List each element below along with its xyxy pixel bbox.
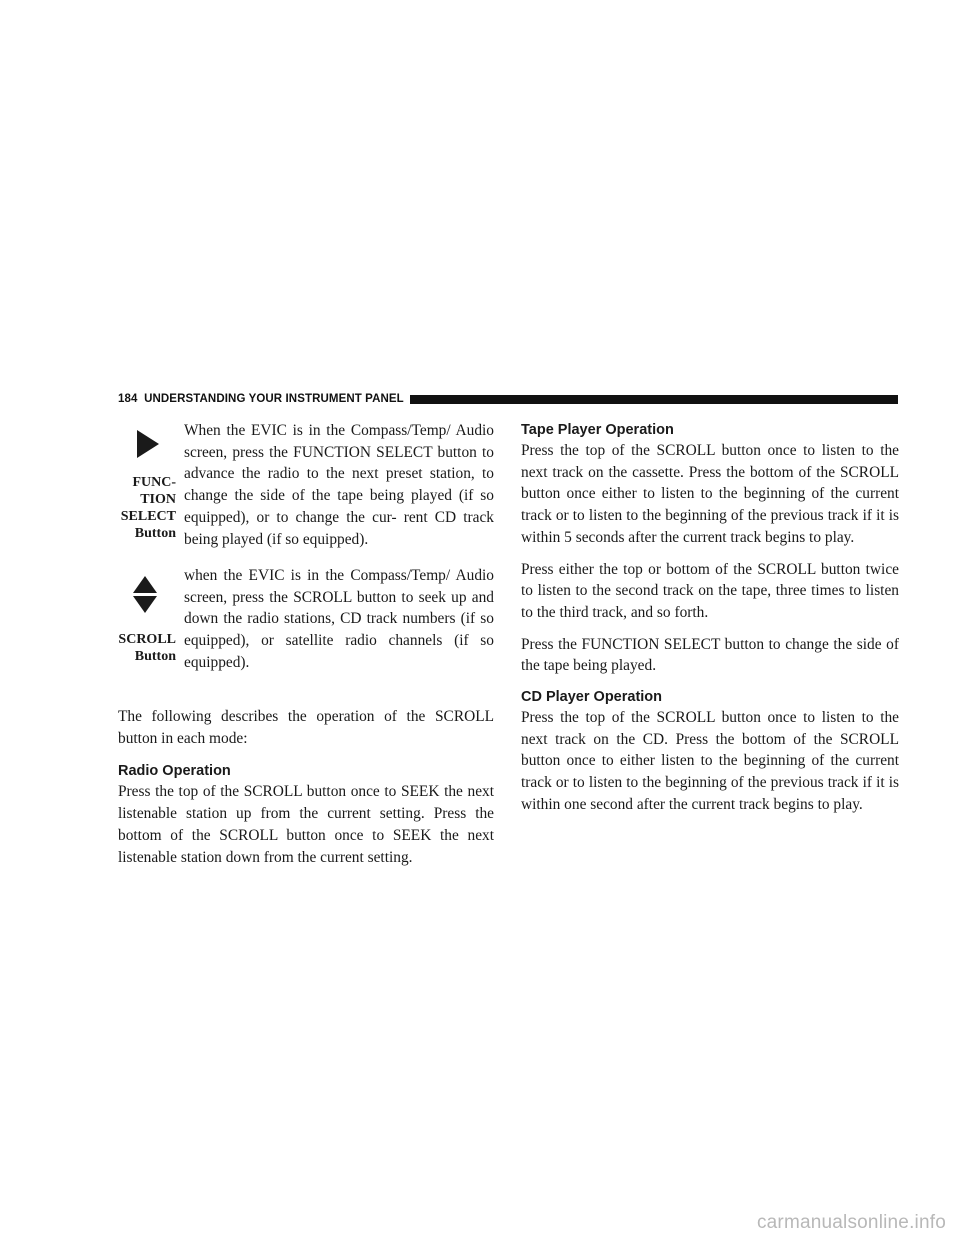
label-line: SELECT <box>120 509 176 524</box>
scroll-block <box>118 565 494 700</box>
page-header <box>118 392 898 406</box>
tape-paragraph: Press either the top or bottom of the SCROLL button twice to listen to the second track on the tape, three times to listen to the third track, and so forth. <box>521 560 899 621</box>
function-select-description: When the EVIC is in the Compass/Temp/ Audio screen, press the FUNCTION SELECT button to advance the radio to the next preset station, to change the side of the tape being played (if so equipped), or to change the cur- rent CD track being played (if so equipped). <box>184 422 494 548</box>
section-title: UNDERSTANDING YOUR INSTRUMENT PANEL <box>144 393 404 405</box>
label-line: TION <box>140 492 176 507</box>
tape-heading: Tape Player Operation <box>521 422 674 438</box>
function-select-label <box>118 474 176 542</box>
radio-paragraph: Press the top of the SCROLL button once to SEEK the next listenable station up from the current setting. Press the bottom of the SCROLL button once to SEEK the next listenable station down from the current setting. <box>118 783 494 866</box>
header-rule <box>410 395 898 404</box>
label-line: FUNC- <box>132 475 176 490</box>
function-select-block <box>118 420 494 554</box>
tape-paragraph: Press the FUNCTION SELECT button to change the side of the tape being played. <box>521 635 899 675</box>
page-number: 184 <box>118 393 138 405</box>
label-line: SCROLL <box>118 632 176 647</box>
scroll-intro: The following describes the operation of the SCROLL button in each mode: <box>118 708 494 747</box>
cd-paragraph: Press the top of the SCROLL button once to listen to the next track on the CD. Press the bottom of the SCROLL button once to either listen to the beginning of the current track or to listen to the beginning of the previous track if it is within one second after the current track begins to play. <box>521 709 899 813</box>
tape-paragraph: Press the top of the SCROLL button once to listen to the next track on the cassette. Press the bottom of the SCROLL button once either to listen to the beginning of the current track or to listen to the beginning of the previous track if it is within 5 seconds after the current track begins to play. <box>521 442 899 546</box>
scroll-description: when the EVIC is in the Compass/Temp/ Audio screen, press the SCROLL button to seek up and down the radio stations, CD track numbers (if so equipped), or satellite radio channels (if so equipped). <box>184 567 494 671</box>
label-line: Button <box>134 526 176 541</box>
left-column <box>118 420 494 868</box>
right-column <box>521 420 899 816</box>
cd-heading: CD Player Operation <box>521 689 663 706</box>
watermark: carmanualsonline.info <box>756 1212 946 1233</box>
scroll-label <box>118 631 176 665</box>
radio-heading: Radio Operation <box>118 763 231 780</box>
page-header-text <box>118 393 410 405</box>
label-line: Button <box>134 649 176 664</box>
